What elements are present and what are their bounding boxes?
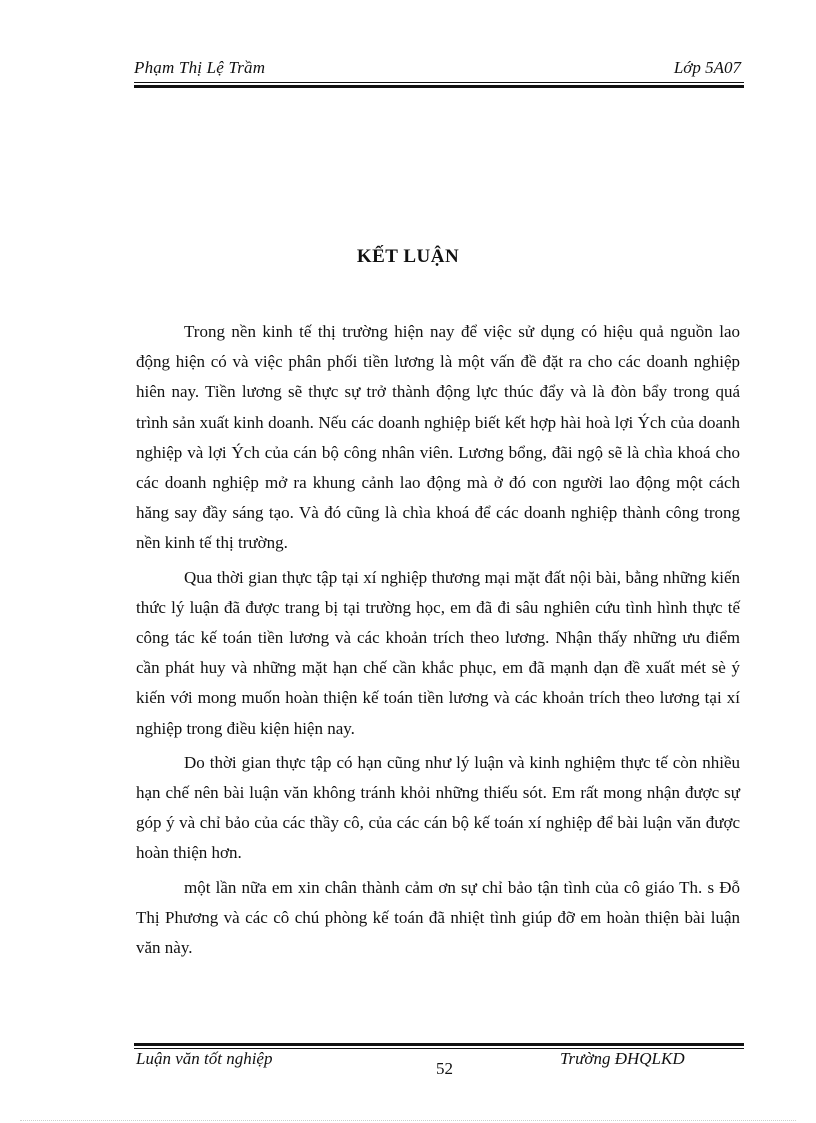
header-rule-thick <box>134 85 744 88</box>
paragraph-3: Do thời gian thực tập có hạn cũng như lý luận và kinh nghiệm thực tế còn nhiều hạn chế nên bài luận văn không tránh khỏi những thiếu sót. Em rất mong nhận được sự góp ý và chỉ bảo của các thầy cô, của các cán bộ kế toán xí nghiệp để bài luận văn được hoàn thiện hơn. <box>136 752 740 863</box>
footer-thesis-label: Luận văn tốt nghiệp <box>136 1049 273 1068</box>
header-rule-thin <box>134 82 744 83</box>
paragraph-2: Qua thời gian thực tập tại xí nghiệp thương mại mặt đất nội bài, bằng những kiến thức lý luận đã được trang bị tại trường học, em đã đi sâu nghiên cứu tình hình thực tế công tác kế toán tiền lương và các khoản trích theo lương. Nhận thấy những ưu điểm cần phát huy và những mặt hạn chế cần khắc phục, em đã mạnh dạn đề xuất mét sè ý kiến với mong muốn hoàn thiện kế toán tiền lương và các khoản trích theo lương tại xí nghiệp trong điều kiện hiện nay. <box>136 567 740 738</box>
footer-school-label: Trường ĐHQLKD <box>560 1049 685 1068</box>
header-class: Lớp 5A07 <box>673 58 741 77</box>
header-author: Phạm Thị Lệ Trầm <box>134 58 266 77</box>
page-title: KẾT LUẬN <box>356 246 460 267</box>
body-text <box>136 317 740 967</box>
paragraph-4: một lần nữa em xin chân thành cảm ơn sự chỉ bảo tận tình của cô giáo Th. s Đỗ Thị Phương và các cô chú phòng kế toán đã nhiệt tình giúp đỡ em hoàn thiện bài luận văn này. <box>136 877 740 958</box>
page-number: 52 <box>436 1059 453 1078</box>
page-bottom-dotted-border <box>20 1120 796 1121</box>
paragraph-1: Trong nền kinh tế thị trường hiện nay để việc sử dụng có hiệu quả nguồn lao động hiện có và việc phân phối tiền lương là một vấn đề đặt ra cho các doanh nghiệp hiên nay. Tiền lương sẽ thực sự trở thành động lực thúc đẩy và là đòn bẩy trong quá trình sản xuất kinh doanh. Nếu các doanh nghiệp biết kết hợp hài hoà lợi Ých của doanh nghiệp và lợi Ých của cán bộ công nhân viên. Lương bổng, đãi ngộ sẽ là chìa khoá cho các doanh nghiệp mở ra khung cảnh lao động mà ở đó con người lao động một cách hăng say đầy sáng tạo. Và đó cũng là chìa khoá để các doanh nghiệp thành công trong nền kinh tế thị trường. <box>136 322 740 553</box>
footer-rule-thick <box>134 1043 744 1046</box>
